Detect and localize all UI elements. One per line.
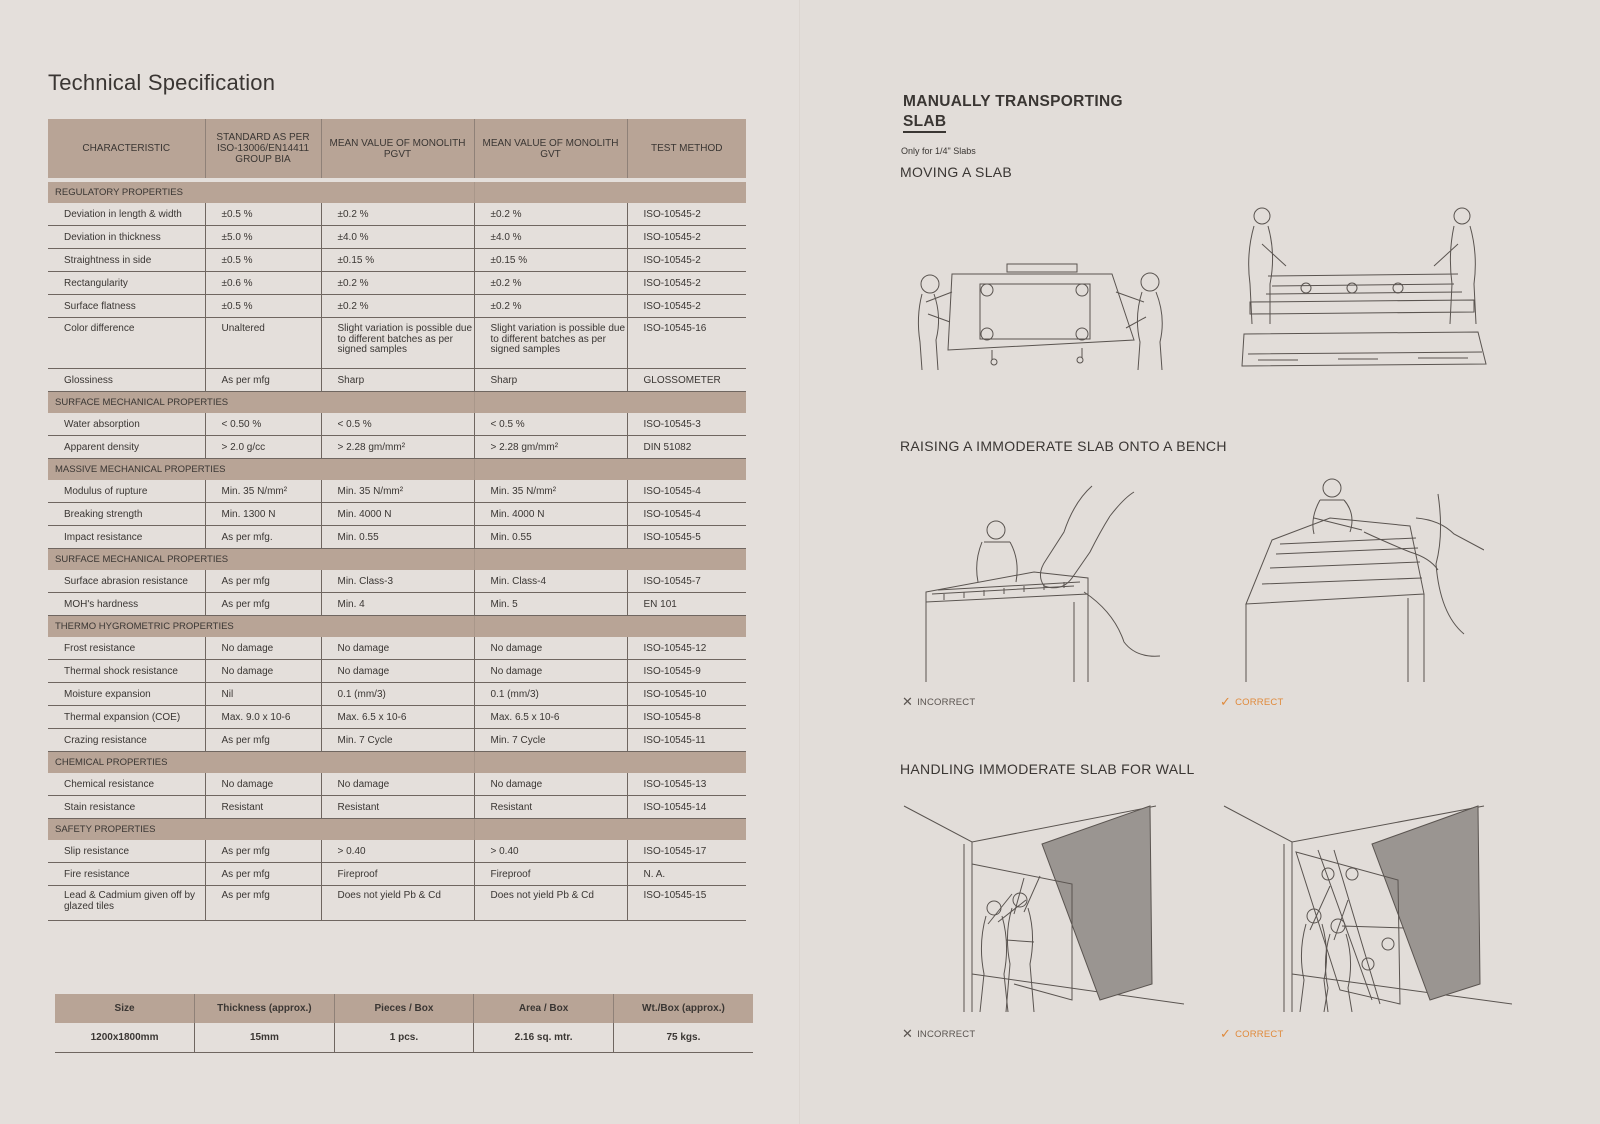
handling-heading-line2: SLAB [903, 113, 946, 133]
characteristic-cell: Deviation in length & width [48, 203, 205, 226]
characteristic-cell: Surface abrasion resistance [48, 570, 205, 593]
table-row [48, 226, 746, 249]
characteristic-cell: Frost resistance [48, 637, 205, 660]
section-row [48, 459, 746, 481]
wall-incorrect-label: INCORRECT [917, 1029, 976, 1040]
test-method-cell: ISO-10545-2 [627, 203, 746, 226]
table-row [48, 480, 746, 503]
standard-cell: Unaltered [205, 318, 321, 369]
test-method-cell: ISO-10545-2 [627, 226, 746, 249]
standard-cell: As per mfg [205, 369, 321, 392]
spec-header-row [48, 119, 746, 180]
gvt-cell: No damage [474, 660, 627, 683]
gvt-cell: Does not yield Pb & Cd [474, 886, 627, 921]
section-title: THERMO HYGROMETRIC PROPERTIES [48, 616, 474, 638]
section-spacer [474, 459, 746, 481]
gvt-cell: No damage [474, 637, 627, 660]
table-row [48, 413, 746, 436]
pgvt-cell: No damage [321, 637, 474, 660]
characteristic-cell: Fire resistance [48, 863, 205, 886]
pgvt-cell: Min. 7 Cycle [321, 729, 474, 752]
characteristic-cell: Color difference [48, 318, 205, 369]
pgvt-cell: Min. Class-3 [321, 570, 474, 593]
section-spacer [474, 616, 746, 638]
test-method-cell: ISO-10545-4 [627, 503, 746, 526]
standard-cell: Max. 9.0 x 10-6 [205, 706, 321, 729]
test-method-cell: ISO-10545-12 [627, 637, 746, 660]
characteristic-cell: Thermal expansion (COE) [48, 706, 205, 729]
characteristic-cell: Impact resistance [48, 526, 205, 549]
gvt-cell: No damage [474, 773, 627, 796]
gvt-cell: Min. 4000 N [474, 503, 627, 526]
characteristic-cell: Crazing resistance [48, 729, 205, 752]
standard-cell: ±0.5 % [205, 295, 321, 318]
gvt-cell: 0.1 (mm/3) [474, 683, 627, 706]
test-method-cell: ISO-10545-3 [627, 413, 746, 436]
standard-cell: ±0.6 % [205, 272, 321, 295]
slab-note: Only for 1/4" Slabs [901, 146, 976, 156]
cross-icon: ✕ [902, 694, 914, 709]
gvt-cell: ±0.2 % [474, 203, 627, 226]
test-method-cell: ISO-10545-7 [627, 570, 746, 593]
wall-incorrect-illustration [902, 804, 1184, 1012]
standard-cell: As per mfg [205, 729, 321, 752]
standard-cell: No damage [205, 660, 321, 683]
characteristic-cell: Straightness in side [48, 249, 205, 272]
wall-correct-label: CORRECT [1235, 1029, 1284, 1040]
table-row [48, 318, 746, 369]
table-row [48, 637, 746, 660]
pgvt-cell: Fireproof [321, 863, 474, 886]
pgvt-cell: ±4.0 % [321, 226, 474, 249]
raising-correct-mark [1220, 694, 1283, 710]
standard-cell: ±0.5 % [205, 249, 321, 272]
handling-heading [903, 92, 1123, 132]
wall-incorrect-mark [902, 1026, 975, 1042]
gvt-cell: ±0.2 % [474, 272, 627, 295]
table-row [48, 295, 746, 318]
header-characteristic: CHARACTERISTIC [48, 119, 205, 180]
characteristic-cell: Lead & Cadmium given off by glazed tiles [48, 886, 205, 921]
gvt-cell: Resistant [474, 796, 627, 819]
test-method-cell: ISO-10545-2 [627, 272, 746, 295]
characteristic-cell: Breaking strength [48, 503, 205, 526]
section-title: SURFACE MECHANICAL PROPERTIES [48, 549, 474, 571]
table-row [48, 272, 746, 295]
standard-cell: ±0.5 % [205, 203, 321, 226]
test-method-cell: EN 101 [627, 593, 746, 616]
pgvt-cell: > 0.40 [321, 840, 474, 863]
characteristic-cell: Rectangularity [48, 272, 205, 295]
standard-cell: As per mfg [205, 570, 321, 593]
pieces-value: 1 pcs. [334, 1023, 474, 1053]
section-spacer [474, 819, 746, 841]
section-row [48, 549, 746, 571]
gvt-cell: > 0.40 [474, 840, 627, 863]
gvt-cell: Max. 6.5 x 10-6 [474, 706, 627, 729]
page-title: Technical Specification [48, 70, 276, 95]
standard-cell: Nil [205, 683, 321, 706]
size-header-thickness: Thickness (approx.) [195, 994, 335, 1023]
pgvt-cell: ±0.2 % [321, 295, 474, 318]
raising-incorrect-illustration [924, 482, 1160, 682]
pgvt-cell: Min. 4 [321, 593, 474, 616]
size-value: 1200x1800mm [55, 1023, 195, 1053]
size-row [55, 1023, 753, 1053]
check-icon: ✓ [1220, 694, 1232, 709]
gvt-cell: Sharp [474, 369, 627, 392]
section-wall-title: HANDLING IMMODERATE SLAB FOR WALL [900, 761, 1195, 777]
characteristic-cell: Thermal shock resistance [48, 660, 205, 683]
wall-correct-mark [1220, 1026, 1283, 1042]
standard-cell: As per mfg [205, 840, 321, 863]
characteristic-cell: Surface flatness [48, 295, 205, 318]
pgvt-cell: Min. 35 N/mm² [321, 480, 474, 503]
test-method-cell: ISO-10545-2 [627, 249, 746, 272]
pgvt-cell: Resistant [321, 796, 474, 819]
section-spacer [474, 752, 746, 774]
header-standard: STANDARD AS PER ISO-13006/EN14411 GROUP BIA [205, 119, 321, 180]
gvt-cell: Min. 7 Cycle [474, 729, 627, 752]
test-method-cell: ISO-10545-8 [627, 706, 746, 729]
test-method-cell: ISO-10545-9 [627, 660, 746, 683]
table-row [48, 773, 746, 796]
standard-cell: ±5.0 % [205, 226, 321, 249]
test-method-cell: DIN 51082 [627, 436, 746, 459]
pgvt-cell: ±0.2 % [321, 272, 474, 295]
weight-value: 75 kgs. [613, 1023, 753, 1053]
section-spacer [474, 549, 746, 571]
pgvt-cell: < 0.5 % [321, 413, 474, 436]
test-method-cell: N. A. [627, 863, 746, 886]
section-raising-title: RAISING A IMMODERATE SLAB ONTO A BENCH [900, 438, 1227, 454]
section-moving-title: MOVING A SLAB [900, 164, 1013, 180]
table-row [48, 203, 746, 226]
area-value: 2.16 sq. mtr. [474, 1023, 614, 1053]
table-row [48, 729, 746, 752]
test-method-cell: ISO-10545-5 [627, 526, 746, 549]
size-header-pieces: Pieces / Box [334, 994, 474, 1023]
pgvt-cell: ±0.15 % [321, 249, 474, 272]
test-method-cell: ISO-10545-16 [627, 318, 746, 369]
size-header-weight: Wt./Box (approx.) [613, 994, 753, 1023]
pgvt-cell: Sharp [321, 369, 474, 392]
table-row [48, 249, 746, 272]
header-test-method: TEST METHOD [627, 119, 746, 180]
characteristic-cell: Stain resistance [48, 796, 205, 819]
test-method-cell: ISO-10545-2 [627, 295, 746, 318]
table-row [48, 526, 746, 549]
test-method-cell: ISO-10545-11 [627, 729, 746, 752]
table-row [48, 593, 746, 616]
header-pgvt: MEAN VALUE OF MONOLITH PGVT [321, 119, 474, 180]
raising-correct-label: CORRECT [1235, 697, 1284, 708]
pgvt-cell: Min. 0.55 [321, 526, 474, 549]
test-method-cell: ISO-10545-13 [627, 773, 746, 796]
table-row [48, 886, 746, 921]
test-method-cell: ISO-10545-14 [627, 796, 746, 819]
size-header-area: Area / Box [474, 994, 614, 1023]
gvt-cell: Slight variation is possible due to different batches as per signed samples [474, 318, 627, 369]
section-row [48, 752, 746, 774]
gvt-cell: Min. Class-4 [474, 570, 627, 593]
spec-table [48, 119, 746, 921]
cross-icon: ✕ [902, 1026, 914, 1041]
standard-cell: As per mfg [205, 886, 321, 921]
gvt-cell: ±4.0 % [474, 226, 627, 249]
section-spacer [474, 392, 746, 414]
characteristic-cell: Deviation in thickness [48, 226, 205, 249]
gvt-cell: > 2.28 gm/mm² [474, 436, 627, 459]
gvt-cell: Min. 5 [474, 593, 627, 616]
pgvt-cell: Min. 4000 N [321, 503, 474, 526]
standard-cell: As per mfg [205, 863, 321, 886]
raising-correct-illustration [1240, 474, 1484, 682]
standard-cell: < 0.50 % [205, 413, 321, 436]
pgvt-cell: Slight variation is possible due to different batches as per signed samples [321, 318, 474, 369]
characteristic-cell: MOH's hardness [48, 593, 205, 616]
size-header-row [55, 994, 753, 1023]
header-gvt: MEAN VALUE OF MONOLITH GVT [474, 119, 627, 180]
moving-slab-illustration-left [912, 262, 1174, 374]
gvt-cell: Min. 35 N/mm² [474, 480, 627, 503]
section-title: CHEMICAL PROPERTIES [48, 752, 474, 774]
test-method-cell: ISO-10545-17 [627, 840, 746, 863]
section-title: SURFACE MECHANICAL PROPERTIES [48, 392, 474, 414]
section-title: SAFETY PROPERTIES [48, 819, 474, 841]
standard-cell: No damage [205, 773, 321, 796]
pgvt-cell: ±0.2 % [321, 203, 474, 226]
section-row [48, 392, 746, 414]
spec-body [48, 180, 746, 921]
standard-cell: Min. 1300 N [205, 503, 321, 526]
table-row [48, 503, 746, 526]
check-icon: ✓ [1220, 1026, 1232, 1041]
characteristic-cell: Modulus of rupture [48, 480, 205, 503]
section-title: MASSIVE MECHANICAL PROPERTIES [48, 459, 474, 481]
section-row [48, 819, 746, 841]
pgvt-cell: Does not yield Pb & Cd [321, 886, 474, 921]
characteristic-cell: Slip resistance [48, 840, 205, 863]
handling-heading-line1: MANUALLY TRANSPORTING [903, 93, 1123, 110]
table-row [48, 436, 746, 459]
thickness-value: 15mm [195, 1023, 335, 1053]
test-method-cell: ISO-10545-10 [627, 683, 746, 706]
pgvt-cell: Max. 6.5 x 10-6 [321, 706, 474, 729]
standard-cell: As per mfg [205, 593, 321, 616]
test-method-cell: ISO-10545-15 [627, 886, 746, 921]
test-method-cell: ISO-10545-4 [627, 480, 746, 503]
table-row [48, 840, 746, 863]
pgvt-cell: 0.1 (mm/3) [321, 683, 474, 706]
standard-cell: > 2.0 g/cc [205, 436, 321, 459]
characteristic-cell: Chemical resistance [48, 773, 205, 796]
characteristic-cell: Apparent density [48, 436, 205, 459]
gvt-cell: Fireproof [474, 863, 627, 886]
characteristic-cell: Moisture expansion [48, 683, 205, 706]
table-row [48, 570, 746, 593]
gvt-cell: ±0.15 % [474, 249, 627, 272]
pgvt-cell: No damage [321, 773, 474, 796]
table-row [48, 660, 746, 683]
gvt-cell: < 0.5 % [474, 413, 627, 436]
pgvt-cell: No damage [321, 660, 474, 683]
standard-cell: As per mfg. [205, 526, 321, 549]
standard-cell: No damage [205, 637, 321, 660]
characteristic-cell: Glossiness [48, 369, 205, 392]
pgvt-cell: > 2.28 gm/mm² [321, 436, 474, 459]
table-row [48, 369, 746, 392]
size-header-size: Size [55, 994, 195, 1023]
table-row [48, 863, 746, 886]
standard-cell: Min. 35 N/mm² [205, 480, 321, 503]
raising-incorrect-mark [902, 694, 975, 710]
test-method-cell: GLOSSOMETER [627, 369, 746, 392]
section-title: REGULATORY PROPERTIES [48, 180, 474, 203]
table-row [48, 683, 746, 706]
section-row [48, 616, 746, 638]
table-row [48, 796, 746, 819]
section-spacer [474, 180, 746, 203]
characteristic-cell: Water absorption [48, 413, 205, 436]
table-row [48, 706, 746, 729]
wall-correct-illustration [1222, 804, 1512, 1012]
gvt-cell: Min. 0.55 [474, 526, 627, 549]
moving-slab-illustration-right [1238, 204, 1492, 376]
size-table [55, 994, 753, 1053]
raising-incorrect-label: INCORRECT [917, 697, 976, 708]
section-row [48, 180, 746, 203]
standard-cell: Resistant [205, 796, 321, 819]
gvt-cell: ±0.2 % [474, 295, 627, 318]
